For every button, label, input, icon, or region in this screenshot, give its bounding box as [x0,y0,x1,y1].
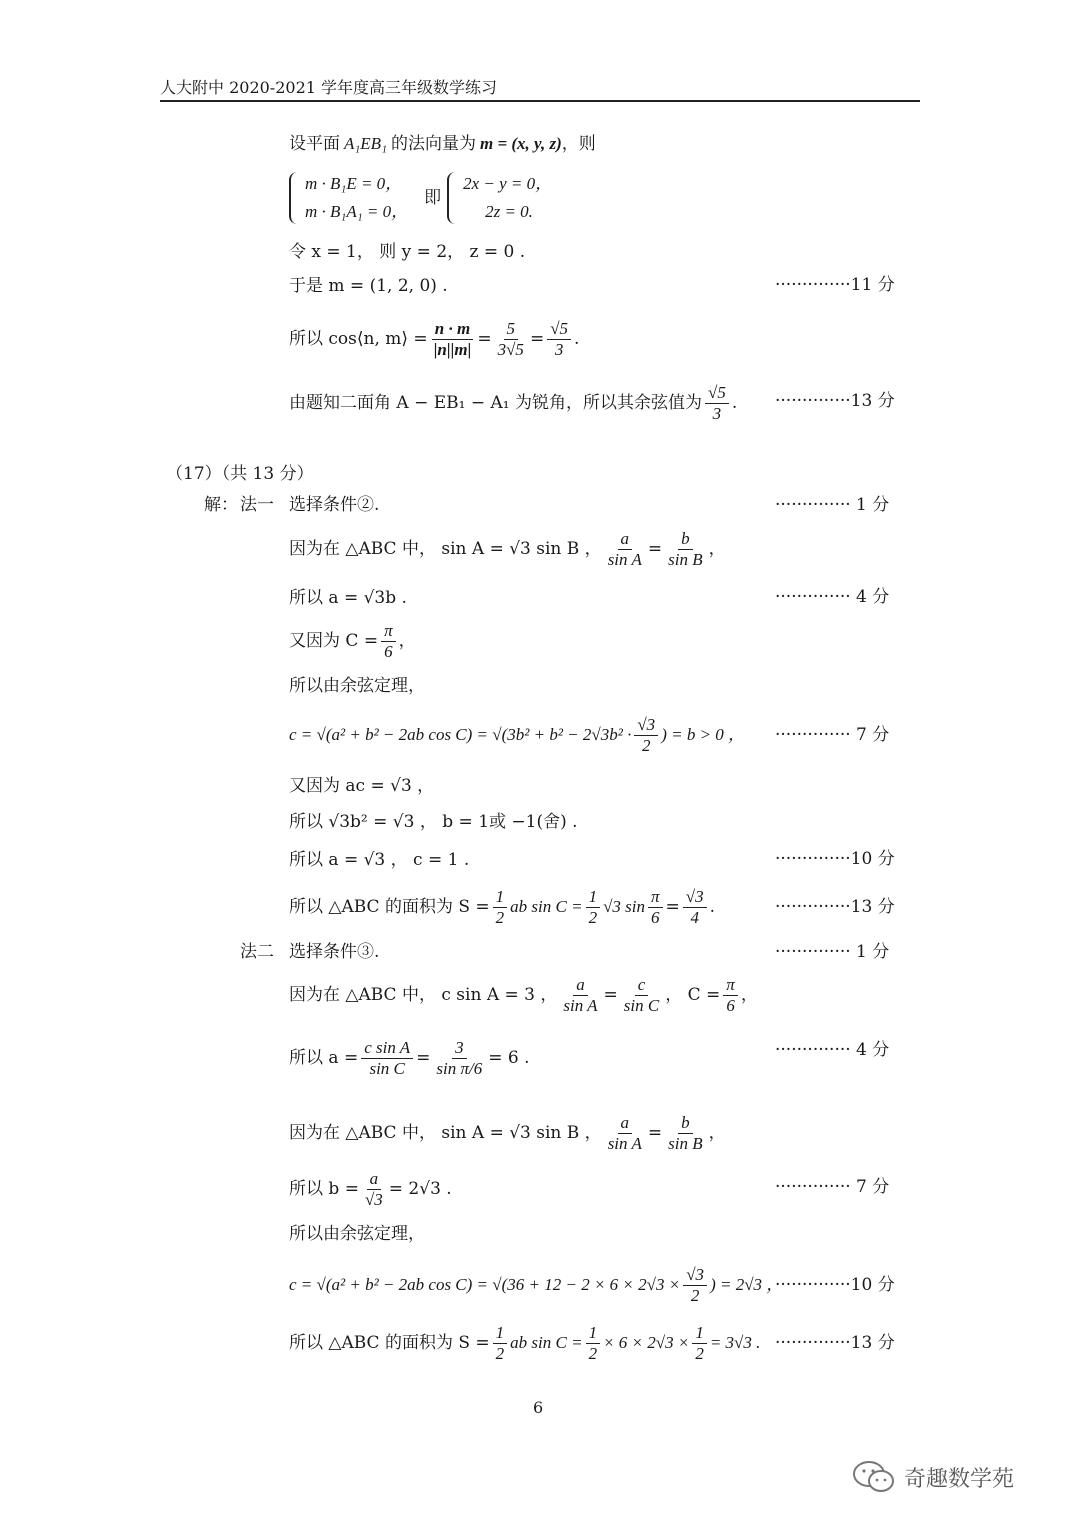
denominator: 2 [690,1285,700,1305]
text: 所以 a = √3b . [289,588,407,608]
denominator: 2 [588,907,598,927]
right-brace [447,172,457,224]
method-two-label: 法二 [240,942,274,962]
denominator: 6 [726,995,735,1015]
solution-line [289,1316,760,1370]
text: = 2√3 . [388,1179,452,1199]
formula: ab sin C = [510,1333,583,1352]
numerator: √5 [705,384,729,404]
solution-line [289,580,407,616]
solution-line [289,768,434,804]
fraction [381,622,396,661]
numerator: a [367,1170,382,1190]
text: 所以由余弦定理， [289,1224,425,1244]
solution-line: 因为在 △ABC 中， sin A = √3 sin B ， $\frac{a}{\text{sin A}}$ = $\frac{b}{\text{sin B}}$ ， [289,1112,726,1153]
system-right [463,170,552,226]
denominator: √3 [364,1189,383,1209]
text: 设平面 [289,134,340,154]
text: = 6 . [488,1048,530,1068]
text: = [477,329,492,349]
text: ， [740,985,758,1005]
formula: ab sin C = [510,897,583,916]
denominator: sin A [563,995,598,1015]
text: 又因为 ac = √3 ， [289,776,435,796]
numerator: π [648,888,663,908]
text: 令 x = 1， 则 y = 2， z = 0 . [289,242,526,262]
denominator: 4 [690,907,699,927]
points-marker: ·············· 4 分 [775,1040,890,1060]
fraction [665,530,705,569]
text: 由题知二面角 A − EB₁ − A₁ 为锐角，所以其余弦值为 [289,393,702,413]
text: 又因为 C = [289,631,379,651]
denominator: 2 [495,1343,505,1363]
dihedral-line [289,376,737,430]
plane-name: A₁EB₁ [344,134,387,153]
points-marker: ··············11 分 [775,275,895,295]
solution-line: 因为在 △ABC 中， c sin A = 3 ， $\frac{a}{\text{sin A}}$ = $\frac{c}{\text{sin C}}$ ， C = $\frac{\pi}{6}$ ， [289,974,758,1015]
let-x-line [289,234,525,270]
formula: √3 sin [603,897,645,916]
points-marker: ·············· 1 分 [775,495,890,515]
solution-line [289,880,715,934]
numerator: 1 [692,1324,707,1344]
fraction [648,888,663,927]
fraction [723,976,738,1015]
method-two-text: 选择条件③. [289,942,380,962]
fraction [495,320,527,359]
text: ，则 [561,134,596,154]
numerator: n · m [432,320,473,340]
numerator: 1 [586,1324,601,1344]
page-number: 6 [533,1398,544,1417]
denominator: sin A [607,1133,642,1153]
text: 的法向量为 [390,134,476,154]
fraction [362,1170,386,1209]
watermark [852,1460,1014,1494]
formula: ) = 2√3 ， [710,1275,784,1294]
numerator: a [618,1114,633,1134]
denominator: 3 [712,403,722,423]
numerator: 1 [586,888,601,908]
denominator: sin C [369,1058,405,1078]
text: = [529,329,545,349]
numerator: c [635,976,649,996]
denominator: 2 [495,907,505,927]
text: . [574,329,580,349]
denominator: 3√5 [497,339,524,359]
solution-line [289,616,416,666]
solution-line [289,668,425,704]
points-marker: ··············13 分 [775,391,895,411]
normal-vector-line [289,126,596,162]
equation: m · B₁E = 0， [305,174,403,193]
points-marker: ·············· 1 分 [775,942,890,962]
text: 所以 △ABC 的面积为 S = [289,1333,490,1353]
formula: c = √(a² + b² − 2ab cos C) = √(36 + 12 − 2 × 6 × 2√3 × [289,1275,681,1294]
numerator: √5 [547,320,571,340]
text: ， [398,631,416,651]
numerator: √3 [634,716,658,736]
equation: 2z = 0. [485,202,533,221]
text: 所以 △ABC 的面积为 S = [289,897,490,917]
denominator: sin A [607,549,642,569]
text: 所以 √3b² = √3 ， b = 1或 −1(舍) . [289,812,578,832]
fraction [705,384,729,423]
fraction [605,1114,645,1153]
page-header [160,76,920,102]
solution-line: 所以 a = $\frac{\text{c sin A}}{\text{sin C}}$ = $\frac{3}{\text{sin π/6}}$ = 6 . [289,1037,530,1078]
fraction [634,716,658,755]
solution-label: 解： [204,495,238,515]
fraction [683,888,707,927]
system-left [305,170,408,226]
text: 所以 b = [289,1179,359,1199]
method-one-text: 选择条件②. [289,495,380,515]
text: = [665,897,680,917]
formula: ) = b > 0 ， [661,725,746,744]
denominator: 6 [384,641,393,661]
numerator: π [381,622,396,642]
text: ， [708,539,726,559]
solution-line [289,842,469,878]
text: 所以 a = [289,1048,359,1068]
fraction [692,1324,707,1363]
text: 因为在 △ABC 中， sin A = √3 sin B ， [289,1123,602,1143]
text: 因为在 △ABC 中， sin A = √3 sin B ， [289,539,602,559]
solution-line [289,1216,425,1252]
points-marker: ··············13 分 [775,897,895,917]
vector-m: m = (x, y, z) [479,134,562,153]
denominator: |n||m| [433,339,472,359]
equation: 2x − y = 0， [463,174,553,193]
text: . [731,393,738,413]
text: 所以 cos⟨n, m⟩ = [289,329,428,349]
denominator: 6 [651,907,660,927]
text: 于是 m = (1, 2, 0) . [289,276,448,296]
denominator: sin B [668,549,703,569]
formula: c = √(a² + b² − 2ab cos C) = √(3b² + b² − 2√3b² · [289,725,632,744]
denominator: sin C [623,995,660,1015]
fraction [621,976,662,1015]
numerator: 1 [493,888,508,908]
fraction [683,1266,707,1305]
denominator: 2 [642,735,651,755]
numerator: √3 [683,888,707,908]
fraction [586,888,601,927]
text: ， [708,1123,726,1143]
fraction [665,1114,705,1153]
equation: m · B₁A₁ = 0， [305,202,409,221]
solution-line [289,1164,452,1214]
points-marker: ··············10 分 [775,849,895,869]
text: ， C = [665,985,721,1005]
numerator: 3 [452,1039,467,1059]
numerator: 1 [493,1324,508,1344]
fraction [493,1324,508,1363]
fraction [431,320,475,359]
text: 即 [424,188,442,208]
watermark-text: 奇趣数学苑 [904,1466,1015,1492]
fraction [547,320,571,359]
denominator: 2 [695,1343,704,1363]
points-marker: ··············13 分 [775,1333,895,1353]
fraction [433,1039,485,1078]
fraction [361,1039,413,1078]
numerator: c sin A [361,1039,413,1059]
denominator: 3 [554,339,564,359]
solution-line [289,1258,783,1312]
denominator: sin B [668,1133,703,1153]
numerator: b [678,1114,693,1134]
method-one-label: 法一 [240,495,274,515]
question-title: （17）（共 13 分） [166,464,314,484]
solution-line: 因为在 △ABC 中， sin A = √3 sin B ， $\frac{a}{\text{sin A}}$ = $\frac{b}{\text{sin B}}$ ， [289,528,726,569]
numerator: √3 [683,1266,707,1286]
solution-line [289,708,745,762]
solution-line [289,804,578,840]
left-brace [289,172,299,224]
fraction [605,530,645,569]
text: 所以由余弦定理， [289,676,425,696]
points-marker: ·············· 7 分 [775,1177,890,1197]
header-title: 人大附中 2020-2021 学年度高三年级数学练习 [160,78,498,97]
fraction [493,888,508,927]
points-marker: ··············10 分 [775,1275,895,1295]
fraction [560,976,600,1015]
m-result-line [289,268,448,304]
equation-system [289,168,552,228]
numerator: b [678,530,693,550]
numerator: π [723,976,738,996]
numerator: a [618,530,633,550]
denominator: 2 [588,1343,598,1363]
text: 所以 a = √3 ， c = 1 . [289,850,470,870]
wechat-icon [852,1460,896,1494]
text: . [709,897,716,917]
text: 因为在 △ABC 中， c sin A = 3 ， [289,985,558,1005]
cos-line [289,312,579,366]
fraction [586,1324,601,1363]
numerator: 5 [504,320,519,340]
formula: = 3√3 . [709,1333,761,1352]
denominator: sin π/6 [436,1058,483,1078]
formula: × 6 × 2√3 × [603,1333,690,1352]
points-marker: ·············· 7 分 [775,725,890,745]
points-marker: ·············· 4 分 [775,587,890,607]
numerator: a [573,976,588,996]
